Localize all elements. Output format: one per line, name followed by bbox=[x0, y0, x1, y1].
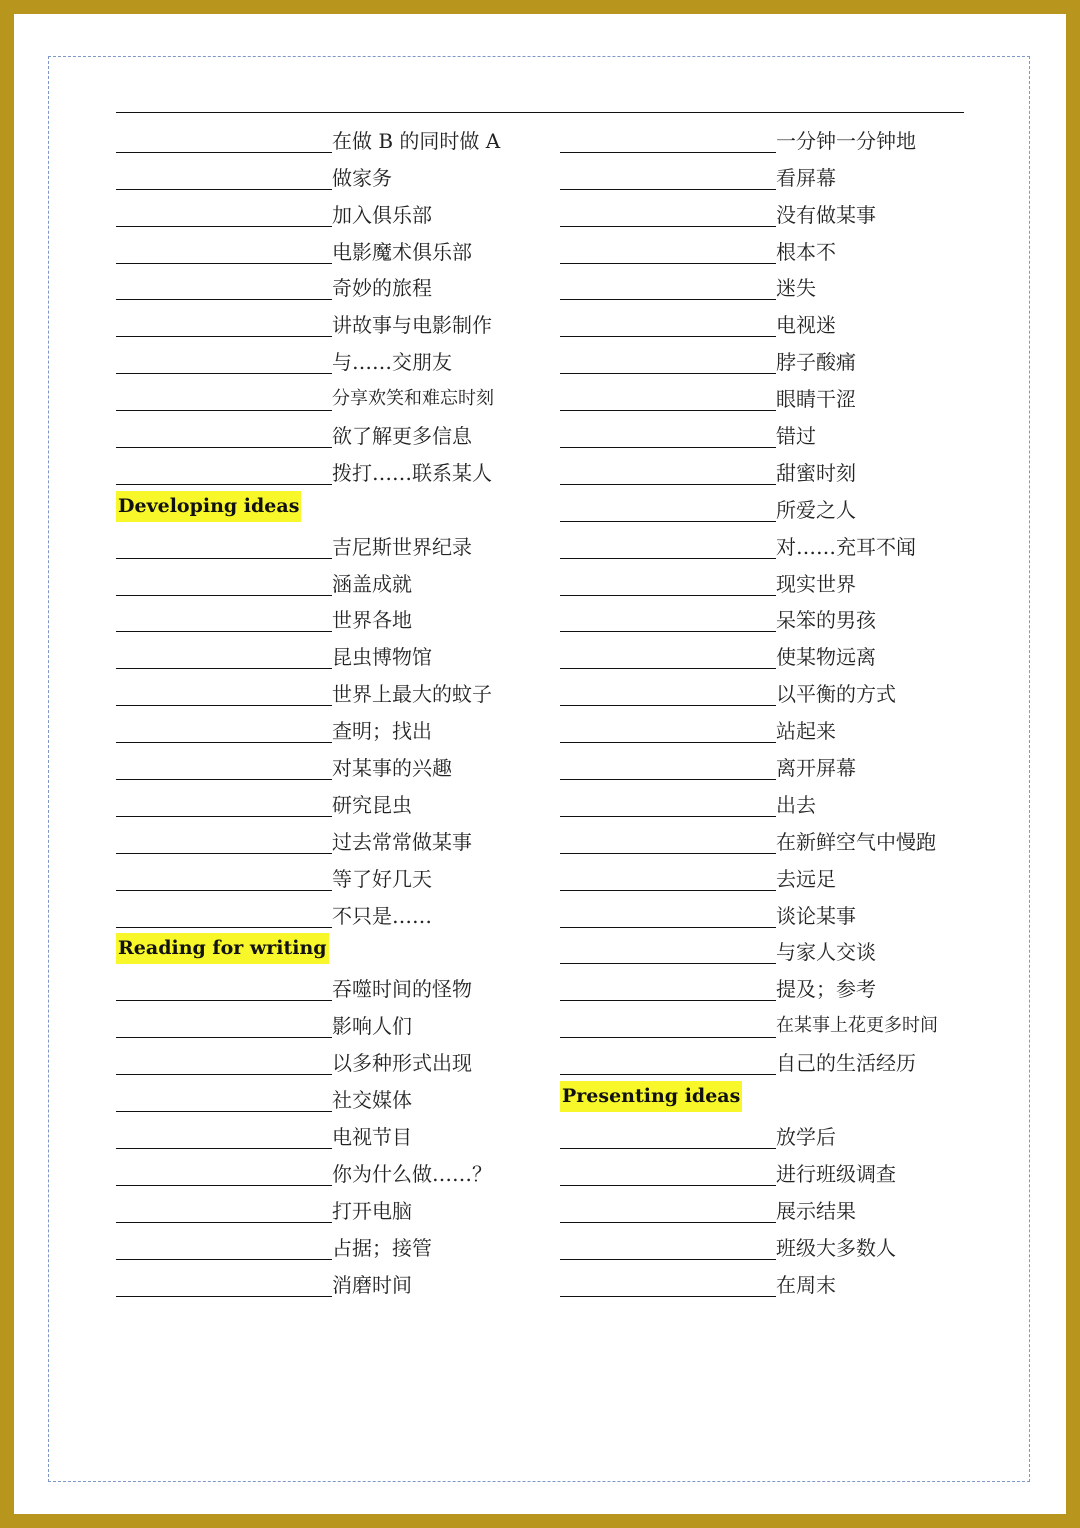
answer-blank[interactable] bbox=[116, 1296, 332, 1297]
vocab-meaning: 研究昆虫 bbox=[332, 792, 412, 817]
vocab-row bbox=[560, 634, 980, 671]
answer-blank[interactable] bbox=[560, 1296, 776, 1297]
vocab-meaning: 对……充耳不闻 bbox=[776, 534, 916, 559]
vocab-meaning: 看屏幕 bbox=[776, 165, 836, 190]
answer-blank[interactable] bbox=[116, 1259, 332, 1260]
vocab-row bbox=[560, 856, 980, 893]
vocab-meaning: 一分钟一分钟地 bbox=[776, 128, 916, 153]
vocab-row bbox=[560, 229, 980, 266]
answer-blank[interactable] bbox=[560, 779, 776, 780]
answer-blank[interactable] bbox=[560, 410, 776, 411]
answer-blank[interactable] bbox=[560, 1074, 776, 1075]
answer-blank[interactable] bbox=[560, 1185, 776, 1186]
answer-blank[interactable] bbox=[116, 226, 332, 227]
vocab-meaning: 过去常常做某事 bbox=[332, 829, 472, 854]
vocab-row bbox=[116, 376, 536, 413]
vocab-meaning: 加入俱乐部 bbox=[332, 202, 432, 227]
answer-blank[interactable] bbox=[116, 299, 332, 300]
answer-blank[interactable] bbox=[116, 1000, 332, 1001]
vocab-meaning: 分享欢笑和难忘时刻 bbox=[332, 388, 494, 410]
answer-blank[interactable] bbox=[560, 890, 776, 891]
vocab-row bbox=[116, 339, 536, 376]
answer-blank[interactable] bbox=[116, 890, 332, 891]
answer-blank[interactable] bbox=[116, 484, 332, 485]
answer-blank[interactable] bbox=[116, 152, 332, 153]
vocab-row bbox=[116, 450, 536, 487]
answer-blank[interactable] bbox=[116, 595, 332, 596]
answer-blank[interactable] bbox=[116, 853, 332, 854]
answer-blank[interactable] bbox=[116, 1037, 332, 1038]
vocab-row bbox=[560, 413, 980, 450]
vocab-meaning: 对某事的兴趣 bbox=[332, 756, 452, 781]
vocab-meaning: 以多种形式出现 bbox=[332, 1051, 472, 1076]
vocab-row bbox=[560, 339, 980, 376]
answer-blank[interactable] bbox=[116, 816, 332, 817]
vocab-meaning: 不只是…… bbox=[332, 903, 432, 928]
vocab-row bbox=[116, 671, 536, 708]
vocab-meaning: 放学后 bbox=[776, 1124, 836, 1149]
vocab-meaning: 昆虫博物馆 bbox=[332, 645, 432, 670]
vocab-meaning: 社交媒体 bbox=[332, 1088, 412, 1113]
answer-blank[interactable] bbox=[116, 558, 332, 559]
answer-blank[interactable] bbox=[560, 668, 776, 669]
vocab-row bbox=[116, 782, 536, 819]
vocab-row bbox=[116, 229, 536, 266]
answer-blank[interactable] bbox=[560, 263, 776, 264]
vocab-row bbox=[560, 118, 980, 155]
answer-blank[interactable] bbox=[560, 1037, 776, 1038]
vocab-row bbox=[116, 966, 536, 1003]
worksheet-page bbox=[14, 14, 1066, 1514]
answer-blank[interactable] bbox=[560, 299, 776, 300]
vocab-meaning: 在某事上花更多时间 bbox=[776, 1015, 938, 1037]
vocab-meaning: 在做 B 的同时做 A bbox=[332, 128, 501, 153]
vocab-meaning: 电视节目 bbox=[332, 1124, 412, 1149]
answer-blank[interactable] bbox=[560, 447, 776, 448]
vocab-meaning: 根本不 bbox=[776, 239, 836, 264]
vocab-meaning: 做家务 bbox=[332, 165, 392, 190]
vocab-row bbox=[116, 1114, 536, 1151]
vocab-meaning: 没有做某事 bbox=[776, 202, 876, 227]
answer-blank[interactable] bbox=[560, 226, 776, 227]
vocab-row bbox=[116, 856, 536, 893]
answer-blank[interactable] bbox=[560, 373, 776, 374]
vocab-meaning: 与……交朋友 bbox=[332, 350, 452, 375]
vocab-row bbox=[560, 671, 980, 708]
vocab-meaning: 出去 bbox=[776, 792, 816, 817]
vocab-row bbox=[560, 155, 980, 192]
vocab-row bbox=[116, 1225, 536, 1262]
answer-blank[interactable] bbox=[560, 1000, 776, 1001]
answer-blank[interactable] bbox=[560, 1259, 776, 1260]
answer-blank[interactable] bbox=[116, 189, 332, 190]
vocab-row bbox=[560, 266, 980, 303]
answer-blank[interactable] bbox=[560, 963, 776, 964]
vocab-meaning: 打开电脑 bbox=[332, 1198, 412, 1223]
vocab-row bbox=[116, 1188, 536, 1225]
vocab-row bbox=[560, 598, 980, 635]
vocab-meaning: 离开屏幕 bbox=[776, 756, 856, 781]
vocab-meaning: 世界各地 bbox=[332, 608, 412, 633]
answer-blank[interactable] bbox=[116, 336, 332, 337]
answer-blank[interactable] bbox=[116, 631, 332, 632]
vocab-meaning: 与家人交谈 bbox=[776, 940, 876, 965]
answer-blank[interactable] bbox=[560, 927, 776, 928]
vocab-row bbox=[116, 1040, 536, 1077]
vocab-row bbox=[116, 598, 536, 635]
vocab-row bbox=[560, 1225, 980, 1262]
answer-blank[interactable] bbox=[560, 1148, 776, 1149]
section-heading-row bbox=[116, 487, 536, 524]
vocab-meaning: 谈论某事 bbox=[776, 903, 856, 928]
answer-blank[interactable] bbox=[560, 631, 776, 632]
answer-blank[interactable] bbox=[560, 484, 776, 485]
vocab-row bbox=[116, 118, 536, 155]
vocab-row bbox=[116, 819, 536, 856]
answer-blank[interactable] bbox=[560, 705, 776, 706]
answer-blank[interactable] bbox=[560, 853, 776, 854]
vocab-row bbox=[560, 708, 980, 745]
vocab-meaning: 甜蜜时刻 bbox=[776, 460, 856, 485]
answer-blank[interactable] bbox=[116, 410, 332, 411]
section-heading: Developing ideas bbox=[116, 491, 301, 522]
vocab-row bbox=[116, 192, 536, 229]
vocab-meaning: 吉尼斯世界纪录 bbox=[332, 534, 472, 559]
vocab-row bbox=[116, 1262, 536, 1299]
vocab-row bbox=[116, 708, 536, 745]
vocab-meaning: 涵盖成就 bbox=[332, 571, 412, 596]
vocab-row bbox=[116, 1077, 536, 1114]
vocab-meaning: 讲故事与电影制作 bbox=[332, 313, 492, 338]
vocab-row bbox=[560, 819, 980, 856]
vocab-row bbox=[560, 1003, 980, 1040]
vocab-meaning: 在周末 bbox=[776, 1272, 836, 1297]
vocab-meaning: 世界上最大的蚊子 bbox=[332, 682, 492, 707]
vocab-meaning: 在新鲜空气中慢跑 bbox=[776, 829, 936, 854]
vocab-row bbox=[116, 745, 536, 782]
answer-blank[interactable] bbox=[116, 1148, 332, 1149]
vocab-meaning: 影响人们 bbox=[332, 1014, 412, 1039]
vocab-meaning: 吞噬时间的怪物 bbox=[332, 977, 472, 1002]
vocab-row bbox=[116, 155, 536, 192]
vocab-row bbox=[560, 966, 980, 1003]
vocab-meaning: 去远足 bbox=[776, 866, 836, 891]
vocab-meaning: 错过 bbox=[776, 424, 816, 449]
vocab-meaning: 奇妙的旅程 bbox=[332, 276, 432, 301]
answer-blank[interactable] bbox=[116, 1222, 332, 1223]
answer-blank[interactable] bbox=[560, 336, 776, 337]
vocab-meaning: 以平衡的方式 bbox=[776, 682, 896, 707]
answer-blank[interactable] bbox=[560, 189, 776, 190]
vocab-meaning: 眼睛干涩 bbox=[776, 387, 856, 412]
vocab-row bbox=[116, 413, 536, 450]
section-heading-row bbox=[116, 930, 536, 967]
answer-blank[interactable] bbox=[560, 816, 776, 817]
vocab-row bbox=[560, 302, 980, 339]
answer-blank[interactable] bbox=[560, 521, 776, 522]
vocab-meaning: 电视迷 bbox=[776, 313, 836, 338]
vocab-meaning: 进行班级调查 bbox=[776, 1161, 896, 1186]
answer-blank[interactable] bbox=[116, 263, 332, 264]
vocab-row bbox=[560, 376, 980, 413]
vocab-row bbox=[560, 782, 980, 819]
answer-blank[interactable] bbox=[116, 373, 332, 374]
vocab-row bbox=[560, 930, 980, 967]
vocab-meaning: 提及；参考 bbox=[776, 977, 876, 1002]
answer-blank[interactable] bbox=[116, 927, 332, 928]
vocab-row bbox=[560, 745, 980, 782]
vocab-row bbox=[560, 487, 980, 524]
vocab-row bbox=[560, 192, 980, 229]
right-column bbox=[560, 118, 980, 1299]
vocab-meaning: 迷失 bbox=[776, 276, 816, 301]
vocab-meaning: 站起来 bbox=[776, 719, 836, 744]
top-rule bbox=[116, 112, 964, 113]
vocab-row bbox=[560, 1040, 980, 1077]
answer-blank[interactable] bbox=[560, 1222, 776, 1223]
vocab-meaning: 你为什么做……？ bbox=[332, 1161, 492, 1186]
vocab-meaning: 自己的生活经历 bbox=[776, 1051, 916, 1076]
vocab-meaning: 脖子酸痛 bbox=[776, 350, 856, 375]
vocab-meaning: 班级大多数人 bbox=[776, 1235, 896, 1260]
vocab-meaning: 现实世界 bbox=[776, 571, 856, 596]
vocab-row bbox=[560, 1114, 980, 1151]
answer-blank[interactable] bbox=[116, 1111, 332, 1112]
vocab-row bbox=[560, 1188, 980, 1225]
answer-blank[interactable] bbox=[116, 447, 332, 448]
left-column bbox=[116, 118, 536, 1299]
vocab-meaning: 占据；接管 bbox=[332, 1235, 432, 1260]
vocab-meaning: 等了好几天 bbox=[332, 866, 432, 891]
vocab-meaning: 消磨时间 bbox=[332, 1272, 412, 1297]
answer-blank[interactable] bbox=[116, 1185, 332, 1186]
section-heading-row bbox=[560, 1077, 980, 1114]
answer-blank[interactable] bbox=[116, 705, 332, 706]
vocab-meaning: 所爱之人 bbox=[776, 497, 856, 522]
vocab-row bbox=[560, 1262, 980, 1299]
vocab-meaning: 使某物远离 bbox=[776, 645, 876, 670]
vocab-row bbox=[116, 266, 536, 303]
answer-blank[interactable] bbox=[560, 595, 776, 596]
vocab-meaning: 查明；找出 bbox=[332, 719, 432, 744]
answer-blank[interactable] bbox=[560, 152, 776, 153]
section-heading: Presenting ideas bbox=[560, 1081, 742, 1112]
vocab-row bbox=[560, 893, 980, 930]
vocab-meaning: 呆笨的男孩 bbox=[776, 608, 876, 633]
answer-blank[interactable] bbox=[560, 558, 776, 559]
answer-blank[interactable] bbox=[116, 668, 332, 669]
vocab-row bbox=[116, 1151, 536, 1188]
vocab-meaning: 拨打……联系某人 bbox=[332, 460, 492, 485]
vocab-row bbox=[560, 524, 980, 561]
vocab-row bbox=[116, 1003, 536, 1040]
vocab-row bbox=[560, 1151, 980, 1188]
vocab-row bbox=[116, 634, 536, 671]
vocab-row bbox=[560, 450, 980, 487]
answer-blank[interactable] bbox=[116, 742, 332, 743]
vocab-row bbox=[116, 524, 536, 561]
vocab-row bbox=[116, 302, 536, 339]
section-heading: Reading for writing bbox=[116, 933, 329, 964]
vocab-meaning: 电影魔术俱乐部 bbox=[332, 239, 472, 264]
answer-blank[interactable] bbox=[560, 742, 776, 743]
vocab-row bbox=[116, 893, 536, 930]
vocab-row bbox=[116, 561, 536, 598]
answer-blank[interactable] bbox=[116, 779, 332, 780]
vocab-row bbox=[560, 561, 980, 598]
vocab-meaning: 欲了解更多信息 bbox=[332, 424, 472, 449]
vocab-meaning: 展示结果 bbox=[776, 1198, 856, 1223]
answer-blank[interactable] bbox=[116, 1074, 332, 1075]
